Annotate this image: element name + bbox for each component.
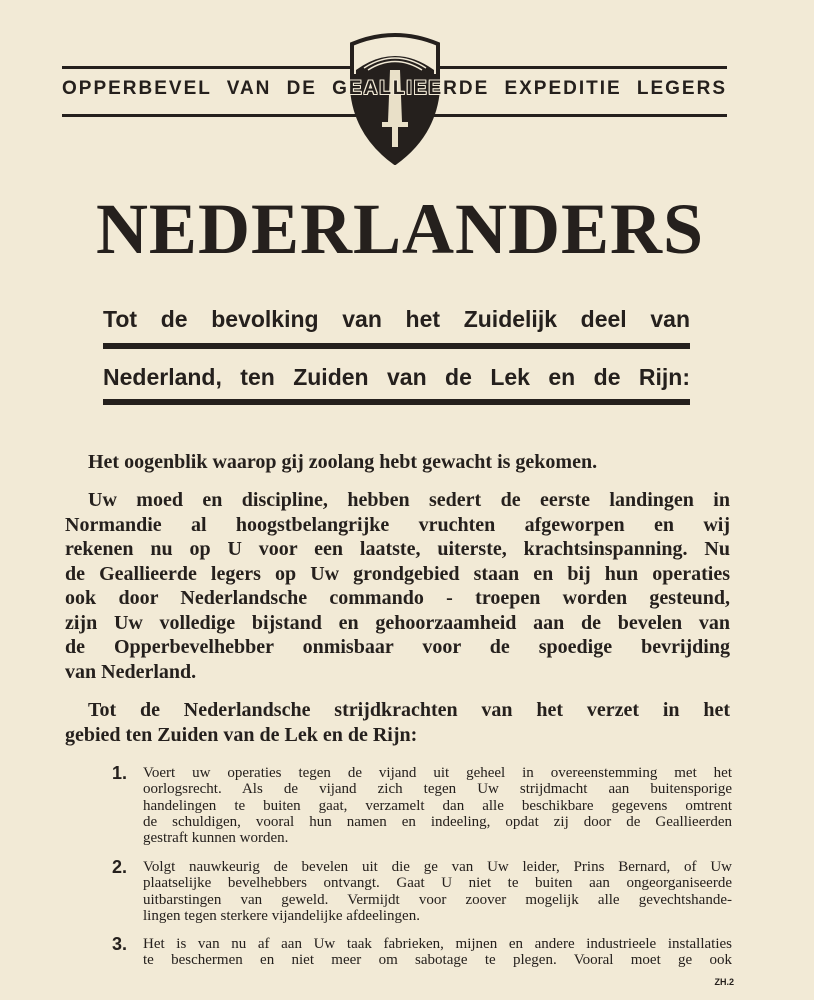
paragraph-2 (65, 488, 730, 684)
paragraph-line: gebied ten Zuiden van de Lek en de Rijn: (65, 723, 418, 746)
item-number: 1. (112, 763, 128, 783)
subtitle-rule-1 (103, 343, 690, 349)
paragraph-line: rekenen nu op U voor een laatste, uiterste, krachtsinspanning. Nu (65, 538, 730, 560)
paragraph-line: Normandie al hoogstbelangrijke vruchten afgeworpen en wij (65, 513, 730, 536)
paragraph-line: ook door Nederlandsche commando - troepen worden gesteund, (65, 587, 730, 609)
item-line: uitbarstingen van geweld. Vermijdt voor zoover mogelijk alle gevechtshande- (143, 891, 732, 908)
subtitle-line-1: Tot de bevolking van het Zuidelijk deel van (103, 306, 690, 332)
item-line: Volgt nauwkeurig de bevelen uit die ge van Uw leider, Prins Bernard, of Uw (143, 859, 732, 875)
paragraph-line: zijn Uw volledige bijstand en gehoorzaamheid aan de bevelen van (65, 611, 730, 634)
paragraph-line: van Nederland. (65, 660, 197, 683)
item-line: gestraft kunnen worden. (143, 830, 289, 847)
item-line: plaatselijke bevelhebbers ontvangt. Gaat U niet te buiten aan ongeorganiseerde (143, 875, 732, 892)
item-line: lingen tegen sterkere vijandelijke afdeelingen. (143, 907, 420, 924)
item-number: 3. (112, 934, 128, 954)
item-line: de schuldigen, vooral hun namen en indeeling, opdat zij door de Geallieerden (143, 813, 732, 830)
item-line: te beschermen en niet meer om sabotage te plegen. Vooral moet ge ook (143, 952, 732, 969)
item-number: 2. (112, 857, 128, 877)
item-line: Voert uw operaties tegen de vijand uit geheel in overeenstemming met het (143, 765, 732, 781)
item-line: handelingen te buiten gaat, verzamelt dan alle beschikbare gegevens omtrent (143, 797, 732, 814)
paragraph-3 (65, 698, 730, 747)
subtitle-line-2: Nederland, ten Zuiden van de Lek en de Rijn: (103, 364, 690, 390)
page-title: NEDERLANDERS (95, 189, 705, 269)
item-line: Het is van nu af aan Uw taak fabrieken, mijnen en andere industrieele installaties (143, 936, 732, 952)
paragraph-line: de Geallieerde legers op Uw grondgebied staan en bij hun operaties (65, 562, 730, 585)
paragraph-1 (88, 450, 708, 475)
list-item-2 (112, 859, 732, 924)
header-text: OPPERBEVEL VAN DE GEALLIEERDE EXPEDITIE LEGERS (62, 78, 727, 99)
item-line: oorlogsrecht. Als de vijand zich tegen Uw strijdmacht aan buitensporige (143, 781, 732, 798)
document-code: ZH.2 (714, 977, 734, 987)
list-item-3 (112, 936, 732, 969)
paragraph-line: Tot de Nederlandsche strijdkrachten van het verzet in het (88, 699, 730, 721)
subtitle-rule-2 (103, 399, 690, 405)
paragraph-line: Het oogenblik waarop gij zoolang hebt gewacht is gekomen. (88, 451, 598, 473)
list-item-1 (112, 765, 732, 846)
paragraph-line: Uw moed en discipline, hebben sedert de eerste landingen in (88, 489, 730, 511)
paragraph-line: de Opperbevelhebber onmisbaar voor de spoedige bevrijding (65, 636, 730, 658)
